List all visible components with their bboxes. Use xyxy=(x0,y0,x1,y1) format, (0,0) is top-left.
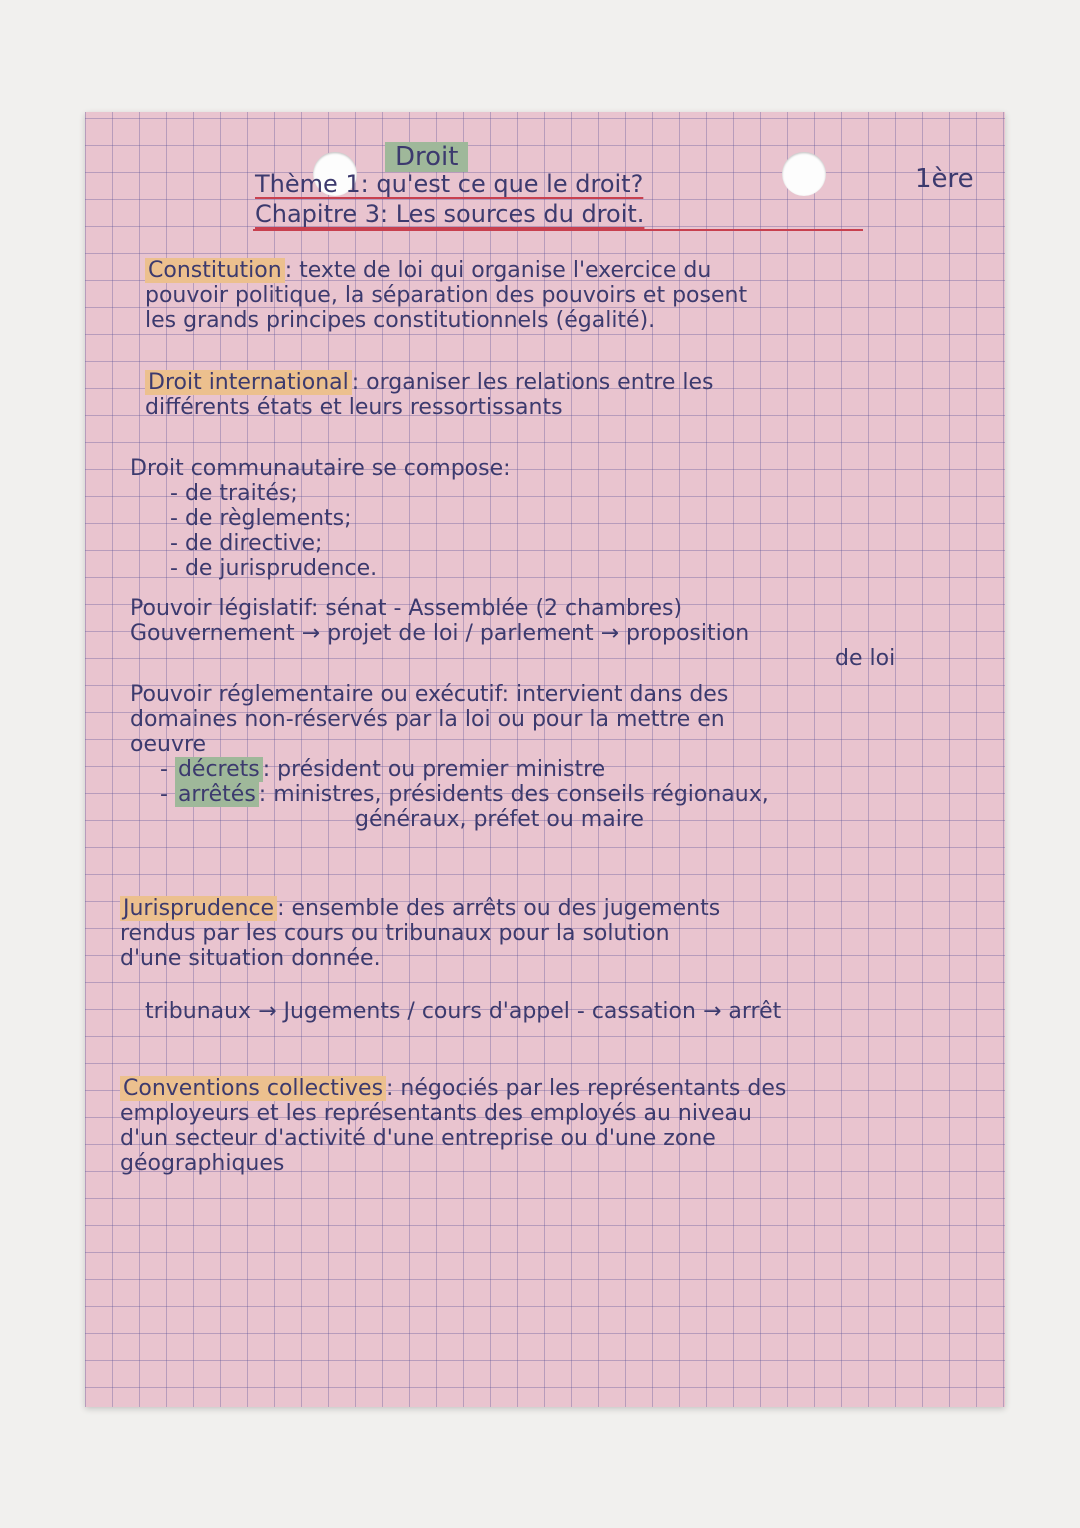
section-international xyxy=(145,370,985,420)
conventions-line-3: d'un secteur d'activité d'une entreprise ou d'une zone xyxy=(120,1126,716,1151)
arretes-text: : ministres, présidents des conseils régionaux, xyxy=(258,782,769,807)
jurisprudence-line-2: rendus par les cours ou tribunaux pour la solution xyxy=(120,921,670,946)
reglementaire-line-3: oeuvre xyxy=(130,732,207,757)
section-legislatif xyxy=(130,596,970,671)
list-item: - de traités; xyxy=(170,481,970,506)
chapter-line: Chapitre 3: Les sources du droit. xyxy=(255,200,645,228)
term-constitution: Constitution xyxy=(145,258,285,283)
jurisprudence-note: tribunaux → Jugements / cours d'appel - cassation → arrêt xyxy=(145,999,782,1024)
reglementaire-line-2: domaines non-réservés par la loi ou pour la mettre en xyxy=(130,707,725,732)
term-international: Droit international xyxy=(145,370,352,395)
legislatif-line-2: Gouvernement → projet de loi / parlement → proposition xyxy=(130,621,750,646)
decrets-text: : président ou premier ministre xyxy=(262,757,606,782)
section-jurisprudence xyxy=(120,896,960,1024)
theme-line: Thème 1: qu'est ce que le droit? xyxy=(255,170,644,198)
subject-title-text: Droit xyxy=(385,142,468,172)
punch-hole-right xyxy=(782,152,826,196)
international-line-1: : organiser les relations entre les xyxy=(351,370,714,395)
arretes-continuation: généraux, préfet ou maire xyxy=(355,807,644,832)
communautaire-list xyxy=(130,481,970,581)
reglementaire-line-1: Pouvoir réglementaire ou exécutif: intervient dans des xyxy=(130,682,729,707)
term-decrets: décrets xyxy=(175,757,263,782)
conventions-line-2: employeurs et les représentants des employés au niveau xyxy=(120,1101,752,1126)
jurisprudence-line-1: : ensemble des arrêts ou des jugements xyxy=(277,896,721,921)
note-card xyxy=(85,112,1005,1407)
section-constitution xyxy=(145,258,985,333)
jurisprudence-line-3: d'une situation donnée. xyxy=(120,946,381,971)
constitution-line-3: les grands principes constitutionnels (égalité). xyxy=(145,308,656,333)
conventions-line-4: géographiques xyxy=(120,1151,285,1176)
legislatif-line-3: de loi xyxy=(835,646,896,671)
subject-title xyxy=(385,142,468,172)
section-communautaire xyxy=(130,456,970,581)
list-item: - de jurisprudence. xyxy=(170,556,970,581)
term-jurisprudence: Jurisprudence xyxy=(120,896,277,921)
level-label: 1ère xyxy=(915,164,974,194)
communautaire-intro: Droit communautaire se compose: xyxy=(130,456,511,481)
constitution-line-1: : texte de loi qui organise l'exercice du xyxy=(284,258,712,283)
constitution-line-2: pouvoir politique, la séparation des pouvoirs et posent xyxy=(145,283,748,308)
conventions-line-1: : négociés par les représentants des xyxy=(386,1076,787,1101)
legislatif-line-1: Pouvoir législatif: sénat - Assemblée (2 chambres) xyxy=(130,596,683,621)
section-conventions xyxy=(120,1076,960,1176)
term-arretes: arrêtés xyxy=(175,782,259,807)
list-item: - de directive; xyxy=(170,531,970,556)
title-underline xyxy=(253,229,863,231)
international-line-2: différents états et leurs ressortissants xyxy=(145,395,563,420)
list-item: - de règlements; xyxy=(170,506,970,531)
section-reglementaire: Pouvoir réglementaire ou exécutif: intervient dans des domaines non-réservés par la loi ou pour la mettre en oeuvre - décrets : président ou premier ministre - arrêtés : ministres, présidents des conseils régionaux, généraux, préfet ou maire xyxy=(130,682,970,832)
term-conventions: Conventions collectives xyxy=(120,1076,386,1101)
